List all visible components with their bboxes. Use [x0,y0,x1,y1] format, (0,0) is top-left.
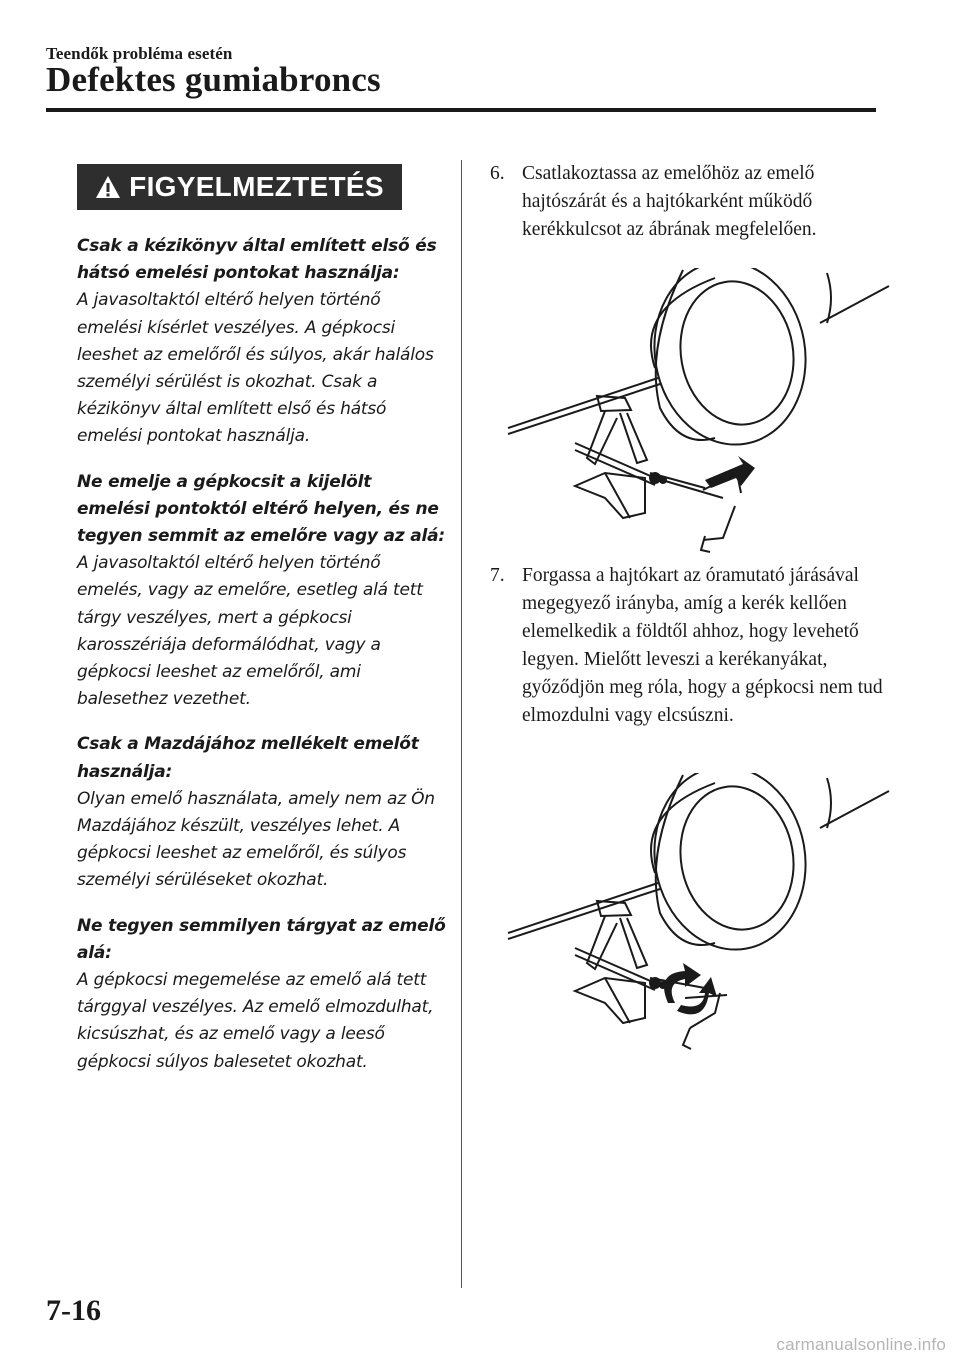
warning-heading: Csak a Mazdájához mellékelt emelőt használja: [77,734,419,782]
title-rule [46,108,876,112]
jack-crank-illustration [505,773,890,1063]
section-label: Teendők probléma esetén [46,44,233,63]
warning-body: A gépkocsi megemelése az emelő alá tett tárggyal veszélyes. Az emelő elmozdulhat, kicsúszhat, és az emelő vagy a leeső gépkocsi súlyos balesetet okozhat. [77,970,434,1072]
warning-heading: Ne tegyen semmilyen tárgyat az emelő alá: [77,915,446,963]
step-text: Forgassa a hajtókart az óramutató járásával megegyező irányba, amíg a kerék kellően elemelkedik a földtől ahhoz, hogy levehető legyen. Mielőtt leveszi a kerékanyákat, győződjön meg róla, hogy a gépkocsi nem tud elmozdulni vagy elcsúszni. [522,565,883,726]
step-text: Csatlakoztassa az emelőhöz az emelő hajtószárát és a hajtókarként működő kerékkulcsot az ábrának megfelelően. [522,163,817,240]
warning-block [77,469,447,714]
warning-heading: Ne emelje a gépkocsit a kijelölt emelési pontoktól eltérő helyen, és ne tegyen semmit az emelőre vagy az alá: [77,471,445,547]
step-number: 7. [490,565,505,586]
warning-block [77,233,447,451]
warning-banner [77,164,402,210]
warning-block [77,731,447,894]
warning-body: Olyan emelő használata, amely nem az Ön Mazdájához készült, veszélyes lehet. A gépkocsi leeshet az emelőről, és súlyos személyi sérüléseket okozhat. [77,788,435,891]
step-7 [490,562,890,730]
step-6 [490,160,890,244]
page-title: Defektes gumiabroncs [46,60,381,99]
warning-triangle-icon [95,175,121,199]
warning-block [77,913,447,1076]
warning-body: A javasoltaktól eltérő helyen történő emelési kísérlet veszélyes. A gépkocsi leeshet az emelőről és súlyos, akár halálos személyi sérülést is okozhat. Csak a kézikönyv által említett első és hátsó emelési pontokat használja. [77,290,434,447]
column-divider [461,160,462,1288]
step-number: 6. [490,163,505,184]
warning-label: FIGYELMEZTETÉS [129,171,384,202]
warning-text [77,233,447,1094]
warning-heading: Csak a kézikönyv által említett első és hátsó emelési pontokat használja: [77,236,437,284]
watermark: carmanualsonline.info [776,1335,946,1354]
jack-attach-illustration [505,268,890,558]
warning-body: A javasoltaktól eltérő helyen történő emelés, vagy az emelőre, esetleg alá tett tárgy veszélyes, mert a gépkocsi karosszériája deformálódhat, vagy a gépkocsi leeshet az emelőről, ami balesethez vezethet. [77,553,423,710]
page-number: 7-16 [46,1294,101,1327]
